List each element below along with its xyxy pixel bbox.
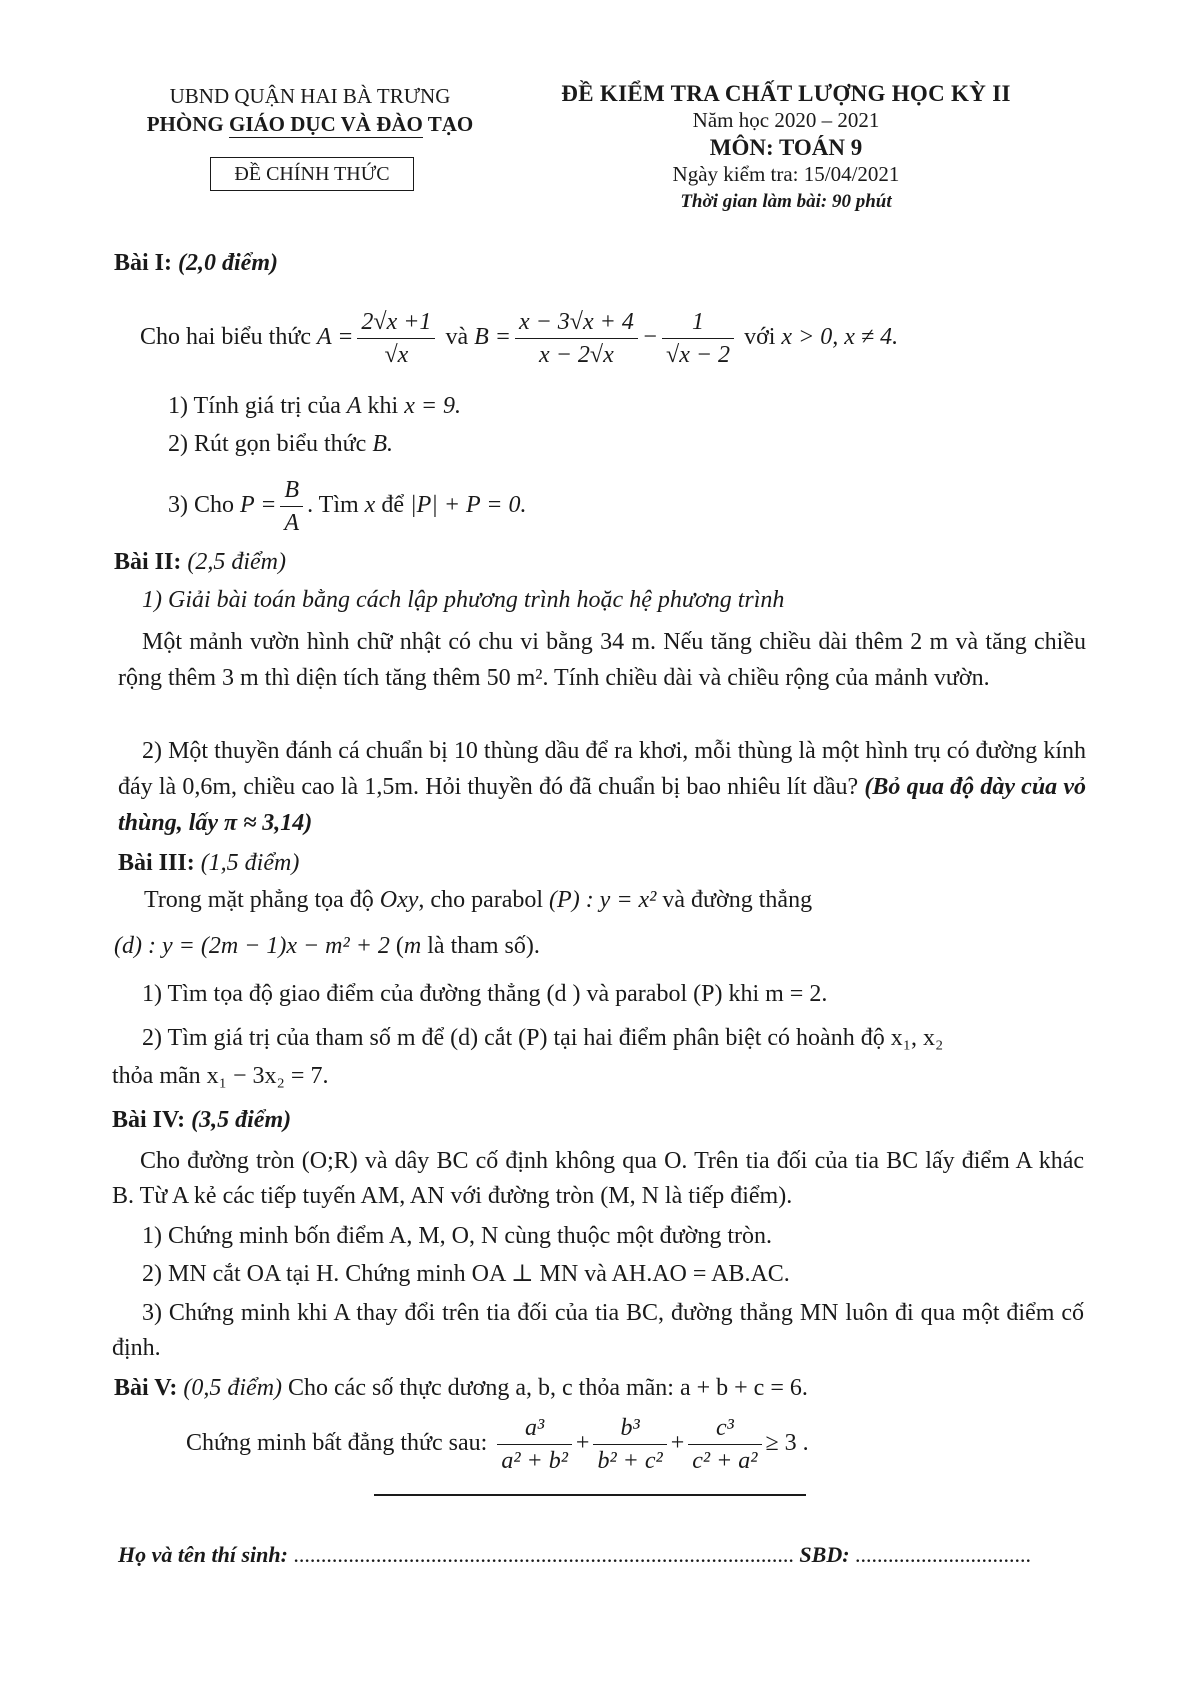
ineq-tail: ≥ 3 . bbox=[765, 1430, 809, 1457]
official-exam-box: ĐỀ CHÍNH THỨC bbox=[210, 157, 414, 191]
ineq-term-2-numerator: b³ bbox=[593, 1414, 666, 1445]
bai1-heading bbox=[114, 247, 278, 279]
bai5-prove-text: Chứng minh bất đẳng thức sau: bbox=[186, 1430, 488, 1457]
expr-a-fraction bbox=[357, 308, 435, 369]
condition-prefix: với bbox=[744, 324, 776, 351]
bai4-intro: Cho đường tròn (O;R) và dây BC cố định không qua O. Trên tia đối của tia BC lấy điểm A khác B. Từ A kẻ các tiếp tuyến AM, AN với đường tròn (M, N là tiếp điểm). bbox=[112, 1148, 1084, 1209]
issuer-line-2 bbox=[118, 110, 502, 138]
bai4-heading bbox=[112, 1104, 291, 1136]
issuer-line-2-underlined: GIÁO DỤC VÀ ĐÀO bbox=[228, 112, 423, 136]
expr-b-denominator: x − 2√x bbox=[539, 342, 614, 368]
bai4-title: Bài IV: bbox=[112, 1107, 186, 1133]
expr-a-denominator: √x bbox=[384, 342, 409, 368]
candidate-info bbox=[118, 1540, 1078, 1570]
exam-duration: Thời gian làm bài: 90 phút bbox=[680, 191, 892, 212]
bai1-q1 bbox=[168, 390, 461, 422]
bai1-q3-de: để bbox=[375, 492, 410, 519]
bai1-title: Bài I: bbox=[114, 250, 173, 276]
expr-b-label: B = bbox=[474, 324, 511, 351]
bai3-title: Bài III: bbox=[118, 850, 195, 876]
bai3-intro-a: Trong mặt phẳng tọa độ bbox=[144, 887, 380, 913]
bai1-expressions bbox=[140, 308, 898, 369]
expr-b-fraction-2 bbox=[662, 308, 734, 369]
bai3-q1: 1) Tìm tọa độ giao điểm của đường thẳng (d ) và parabol (P) khi m = 2. bbox=[142, 981, 828, 1007]
bai2-q2-note: (Bỏ qua độ dày của vỏ thùng, lấy π ≈ 3,14) bbox=[118, 774, 1087, 836]
school-year: Năm học 2020 – 2021 bbox=[692, 108, 880, 132]
bai5-intro: Cho các số thực dương a, b, c thỏa mãn: a + b + c = 6. bbox=[282, 1375, 808, 1401]
expr-b-fraction-1 bbox=[515, 308, 638, 369]
bai4-q2: 2) MN cắt OA tại H. Chứng minh OA ⊥ MN và AH.AO = AB.AC. bbox=[142, 1261, 790, 1287]
bai5-points: (0,5 điểm) bbox=[183, 1375, 283, 1401]
bai1-q3-tail: . Tìm bbox=[307, 492, 365, 519]
expr-b2-denominator: √x − 2 bbox=[666, 342, 731, 368]
bai1-q1-a: A bbox=[346, 393, 362, 419]
bai3-line-note-m: m bbox=[403, 933, 422, 959]
bai1-q3 bbox=[168, 476, 526, 537]
bai2-heading bbox=[114, 546, 286, 578]
exam-date: Ngày kiểm tra: 15/04/2021 bbox=[672, 162, 900, 186]
bai3-line-note-a: ( bbox=[389, 933, 404, 959]
exam-title: ĐỀ KIỂM TRA CHẤT LƯỢNG HỌC KỲ II bbox=[561, 81, 1011, 106]
end-divider bbox=[374, 1494, 806, 1496]
bai3-heading bbox=[118, 847, 299, 879]
ineq-term-3-denominator: c² + a² bbox=[692, 1448, 758, 1474]
bai5-inequality bbox=[186, 1414, 809, 1475]
expr-a-label: A = bbox=[316, 324, 354, 351]
bai1-q2-b: B. bbox=[372, 431, 393, 457]
bai1-q2 bbox=[168, 428, 393, 460]
bai1-points: (2,0 điểm) bbox=[178, 250, 278, 276]
subject: MÔN: TOÁN 9 bbox=[709, 135, 863, 160]
bai2-q1-body: Một mảnh vườn hình chữ nhật có chu vi bằng 34 m. Nếu tăng chiều dài thêm 2 m và tăng chiều rộng thêm 3 m thì diện tích tăng thêm 50 m². Tính chiều dài và chiều rộng của mảnh vườn. bbox=[118, 629, 1086, 691]
bai3-q2-line2: thỏa mãn x₁ − 3x₂ = 7. bbox=[112, 1063, 329, 1089]
bai3-oxy: Oxy bbox=[379, 887, 419, 913]
p-fraction bbox=[280, 476, 303, 537]
bai1-q3-equation: |P| + P = 0. bbox=[409, 492, 527, 519]
bai3-line bbox=[114, 930, 540, 962]
p-numerator: B bbox=[280, 476, 303, 507]
expr-a-numerator: 2√x +1 bbox=[357, 308, 435, 339]
bai1-and: và bbox=[445, 324, 469, 351]
issuer-line-1: UBND QUẬN HAI BÀ TRƯNG bbox=[169, 84, 451, 108]
expr-b-minus: − bbox=[641, 324, 659, 351]
bai3-intro bbox=[144, 884, 812, 916]
bai3-points: (1,5 điểm) bbox=[200, 850, 300, 876]
expr-b2-numerator: 1 bbox=[662, 308, 734, 339]
issuer-block bbox=[118, 82, 502, 138]
bai3-intro-b: , cho parabol bbox=[418, 887, 550, 913]
bai4-q3: 3) Chứng minh khi A thay đổi trên tia đối của tia BC, đường thẳng MN luôn đi qua một điểm cố định. bbox=[112, 1300, 1084, 1361]
bai1-q1-math: x = 9. bbox=[404, 393, 462, 419]
issuer-line-2-suffix: TẠO bbox=[422, 112, 474, 136]
condition: x > 0, x ≠ 4. bbox=[781, 324, 899, 351]
bai1-q2-text: 2) Rút gọn biểu thức bbox=[168, 431, 373, 457]
bai4-q1: 1) Chứng minh bốn điểm A, M, O, N cùng thuộc một đường tròn. bbox=[142, 1223, 773, 1249]
ineq-term-1-numerator: a³ bbox=[497, 1414, 572, 1445]
bai1-q1-mid: khi bbox=[361, 393, 405, 419]
ineq-term-3-numerator: c³ bbox=[688, 1414, 761, 1445]
parabola-equation: (P) : y = x² bbox=[549, 887, 657, 913]
p-denominator: A bbox=[284, 510, 300, 536]
bai1-q3-p: P = bbox=[240, 492, 277, 519]
bai1-q1-text: 1) Tính giá trị của bbox=[168, 393, 347, 419]
ineq-term-3 bbox=[688, 1414, 761, 1475]
ineq-plus-2: + bbox=[670, 1430, 685, 1457]
ineq-term-2 bbox=[593, 1414, 666, 1475]
bai5-heading bbox=[114, 1372, 808, 1404]
bai5-title: Bài V: bbox=[114, 1375, 178, 1401]
bai1-intro: Cho hai biểu thức bbox=[140, 324, 311, 351]
bai1-q3-prefix: 3) Cho bbox=[168, 492, 234, 519]
ineq-term-1 bbox=[497, 1414, 572, 1475]
bai3-q2-line1: 2) Tìm giá trị của tham số m để (d) cắt (P) tại hai điểm phân biệt có hoành độ x₁, x₂ bbox=[142, 1025, 944, 1051]
ineq-term-2-denominator: b² + c² bbox=[597, 1448, 663, 1474]
bai2-q2 bbox=[118, 733, 1086, 841]
bai2-points: (2,5 điểm) bbox=[187, 549, 286, 575]
issuer-line-2-prefix: PHÒNG bbox=[146, 112, 229, 136]
bai2-q1-title: 1) Giải bài toán bằng cách lập phương trình hoặc hệ phương trình bbox=[142, 587, 785, 613]
candidate-name-label: Họ và tên thí sinh: bbox=[118, 1542, 288, 1567]
sbd-label: SBD: bbox=[793, 1542, 850, 1567]
bai4-points: (3,5 điểm) bbox=[191, 1107, 292, 1133]
ineq-plus-1: + bbox=[575, 1430, 590, 1457]
line-equation: (d) : y = (2m − 1)x − m² + 2 bbox=[114, 933, 390, 959]
bai3-line-note-b: là tham số). bbox=[421, 933, 540, 959]
bai3-intro-c: và đường thẳng bbox=[656, 887, 813, 913]
exam-title-block bbox=[536, 80, 1036, 215]
ineq-term-1-denominator: a² + b² bbox=[501, 1448, 568, 1474]
candidate-name-blank: ........................................................................................... bbox=[287, 1542, 794, 1567]
bai1-q3-x: x bbox=[364, 492, 376, 519]
bai2-title: Bài II: bbox=[114, 549, 182, 575]
expr-b-numerator: x − 3√x + 4 bbox=[515, 308, 638, 339]
sbd-blank: ................................ bbox=[849, 1542, 1032, 1567]
bai2-q2-body: 2) Một thuyền đánh cá chuẩn bị 10 thùng dầu để ra khơi, mỗi thùng là một hình trụ có đường kính đáy là 0,6m, chiều cao là 1,5m. Hỏi thuyền đó đã chuẩn bị bao nhiêu lít dầu? bbox=[118, 738, 1086, 800]
